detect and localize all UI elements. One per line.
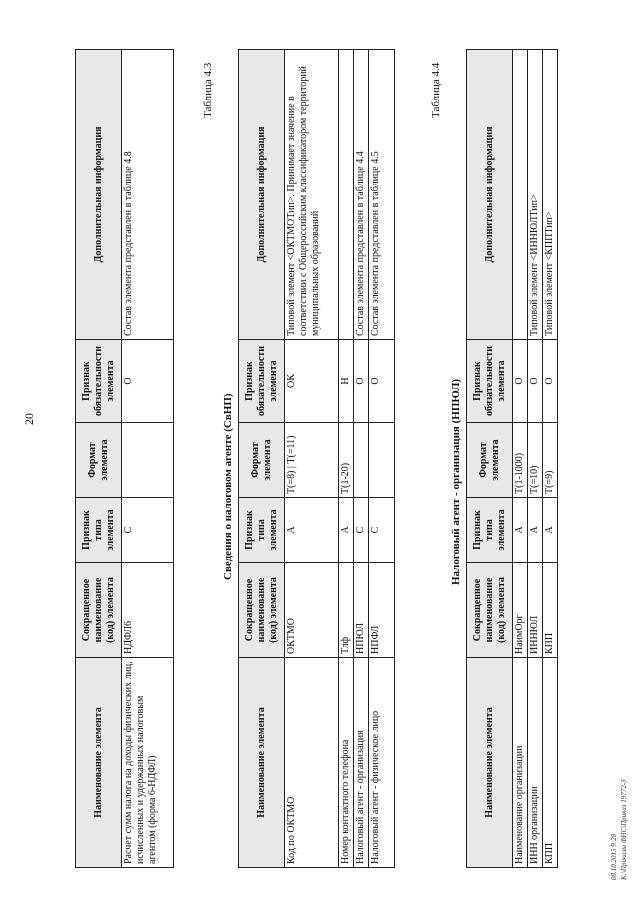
cell-format: Т(=9) — [543, 423, 558, 498]
cell-req: О — [513, 340, 528, 423]
cell-type: А — [528, 498, 543, 563]
cell-format: Т(1-1000) — [513, 423, 528, 498]
header-req: Признак обязательности элемента — [239, 340, 285, 423]
cell-type: А — [285, 498, 339, 563]
footer-path: К:\Приказы ФНС\Приказ 19772-3 — [620, 779, 628, 880]
header-req: Признак обязательности элемента — [76, 340, 122, 423]
table-4-4 — [466, 49, 558, 868]
cell-code: НаимОрг — [513, 563, 528, 658]
cell-req: О — [369, 340, 395, 423]
cell-code: Тлф — [339, 563, 354, 658]
table-1 — [75, 49, 174, 868]
cell-code: ОКТМО — [285, 563, 339, 658]
cell-format: Т(1-20) — [339, 423, 354, 498]
cell-info: Типовой элемент <ОКТМОТип>. Принимает значение в соответствии с Общероссийским классификатором территорий муниципальных образований — [285, 50, 339, 340]
header-code: Сокращенное наименование (код) элемента — [467, 563, 513, 658]
cell-type: С — [122, 498, 174, 563]
cell-format: Т(=10) — [528, 423, 543, 498]
cell-type: А — [543, 498, 558, 563]
cell-code: НДФЛ6 — [122, 563, 174, 658]
cell-req: О — [354, 340, 369, 423]
table-row — [285, 50, 339, 868]
page-number: 20 — [22, 413, 36, 425]
header-type: Признак типа элемента — [239, 498, 285, 563]
cell-info — [339, 50, 354, 340]
header-code: Сокращенное наименование (код) элемента — [239, 563, 285, 658]
header-format: Формат элемента — [239, 423, 285, 498]
cell-type: С — [354, 498, 369, 563]
cell-info: Типовой элемент <ИННЮЛТип> — [528, 50, 543, 340]
header-info: Дополнительная информация — [239, 50, 285, 340]
table-row — [543, 50, 558, 868]
cell-name: Налоговый агент - физическое лицо — [369, 658, 395, 868]
cell-name: Расчет сумм налога на доходы физических лиц, исчисленных и удержанных налоговым агентом (форма 6-НДФЛ) — [122, 658, 174, 868]
header-format: Формат элемента — [76, 423, 122, 498]
table-row — [122, 50, 174, 868]
cell-type: С — [369, 498, 395, 563]
cell-req: Н — [339, 340, 354, 423]
cell-info: Состав элемента представлен в таблице 4.8 — [122, 50, 174, 340]
table-label-4-3: Таблица 4.3 — [202, 62, 214, 118]
table-title-4-3: Сведения о налоговом агенте (СвНП) — [222, 393, 234, 580]
header-req: Признак обязательности элемента — [467, 340, 513, 423]
cell-name: Наименование организации — [513, 658, 528, 868]
header-info: Дополнительная информация — [467, 50, 513, 340]
cell-code: КПП — [543, 563, 558, 658]
header-name: Наименование элемента — [76, 658, 122, 868]
table-row — [339, 50, 354, 868]
cell-name: КПП — [543, 658, 558, 868]
table-label-4-4: Таблица 4.4 — [430, 62, 442, 118]
cell-info — [513, 50, 528, 340]
cell-name: Код по ОКТМО — [285, 658, 339, 868]
table-row — [354, 50, 369, 868]
cell-req: ОК — [285, 340, 339, 423]
cell-format — [369, 423, 395, 498]
cell-code: ИННЮЛ — [528, 563, 543, 658]
cell-info: Состав элемента представлен в таблице 4.4 — [354, 50, 369, 340]
table-row — [528, 50, 543, 868]
table-4-3 — [238, 49, 395, 868]
table-row — [369, 50, 395, 868]
cell-format — [122, 423, 174, 498]
header-type: Признак типа элемента — [467, 498, 513, 563]
header-type: Признак типа элемента — [76, 498, 122, 563]
table-4-4-grid — [466, 49, 558, 868]
table-1-grid — [75, 49, 174, 868]
header-format: Формат элемента — [467, 423, 513, 498]
header-info: Дополнительная информация — [76, 50, 122, 340]
cell-req: О — [543, 340, 558, 423]
cell-format — [354, 423, 369, 498]
cell-name: Налоговый агент - организация — [354, 658, 369, 868]
cell-info: Состав элемента представлен в таблице 4.5 — [369, 50, 395, 340]
cell-name: Номер контактного телефона — [339, 658, 354, 868]
footer-date: 08.10.2015 9:28 — [610, 833, 618, 880]
header-name: Наименование элемента — [239, 658, 285, 868]
header-name: Наименование элемента — [467, 658, 513, 868]
table-row — [513, 50, 528, 868]
cell-code: НПФЛ — [369, 563, 395, 658]
cell-info: Типовой элемент <КППТип> — [543, 50, 558, 340]
cell-name: ИНН организации — [528, 658, 543, 868]
cell-format: Т(=8) | Т(=11) — [285, 423, 339, 498]
cell-type: А — [513, 498, 528, 563]
cell-req: О — [122, 340, 174, 423]
table-4-3-grid — [238, 49, 395, 868]
cell-code: НПЮЛ — [354, 563, 369, 658]
cell-type: А — [339, 498, 354, 563]
cell-req: О — [528, 340, 543, 423]
table-title-4-4: Налоговый агент - организация (НПЮЛ) — [450, 378, 462, 585]
header-code: Сокращенное наименование (код) элемента — [76, 563, 122, 658]
